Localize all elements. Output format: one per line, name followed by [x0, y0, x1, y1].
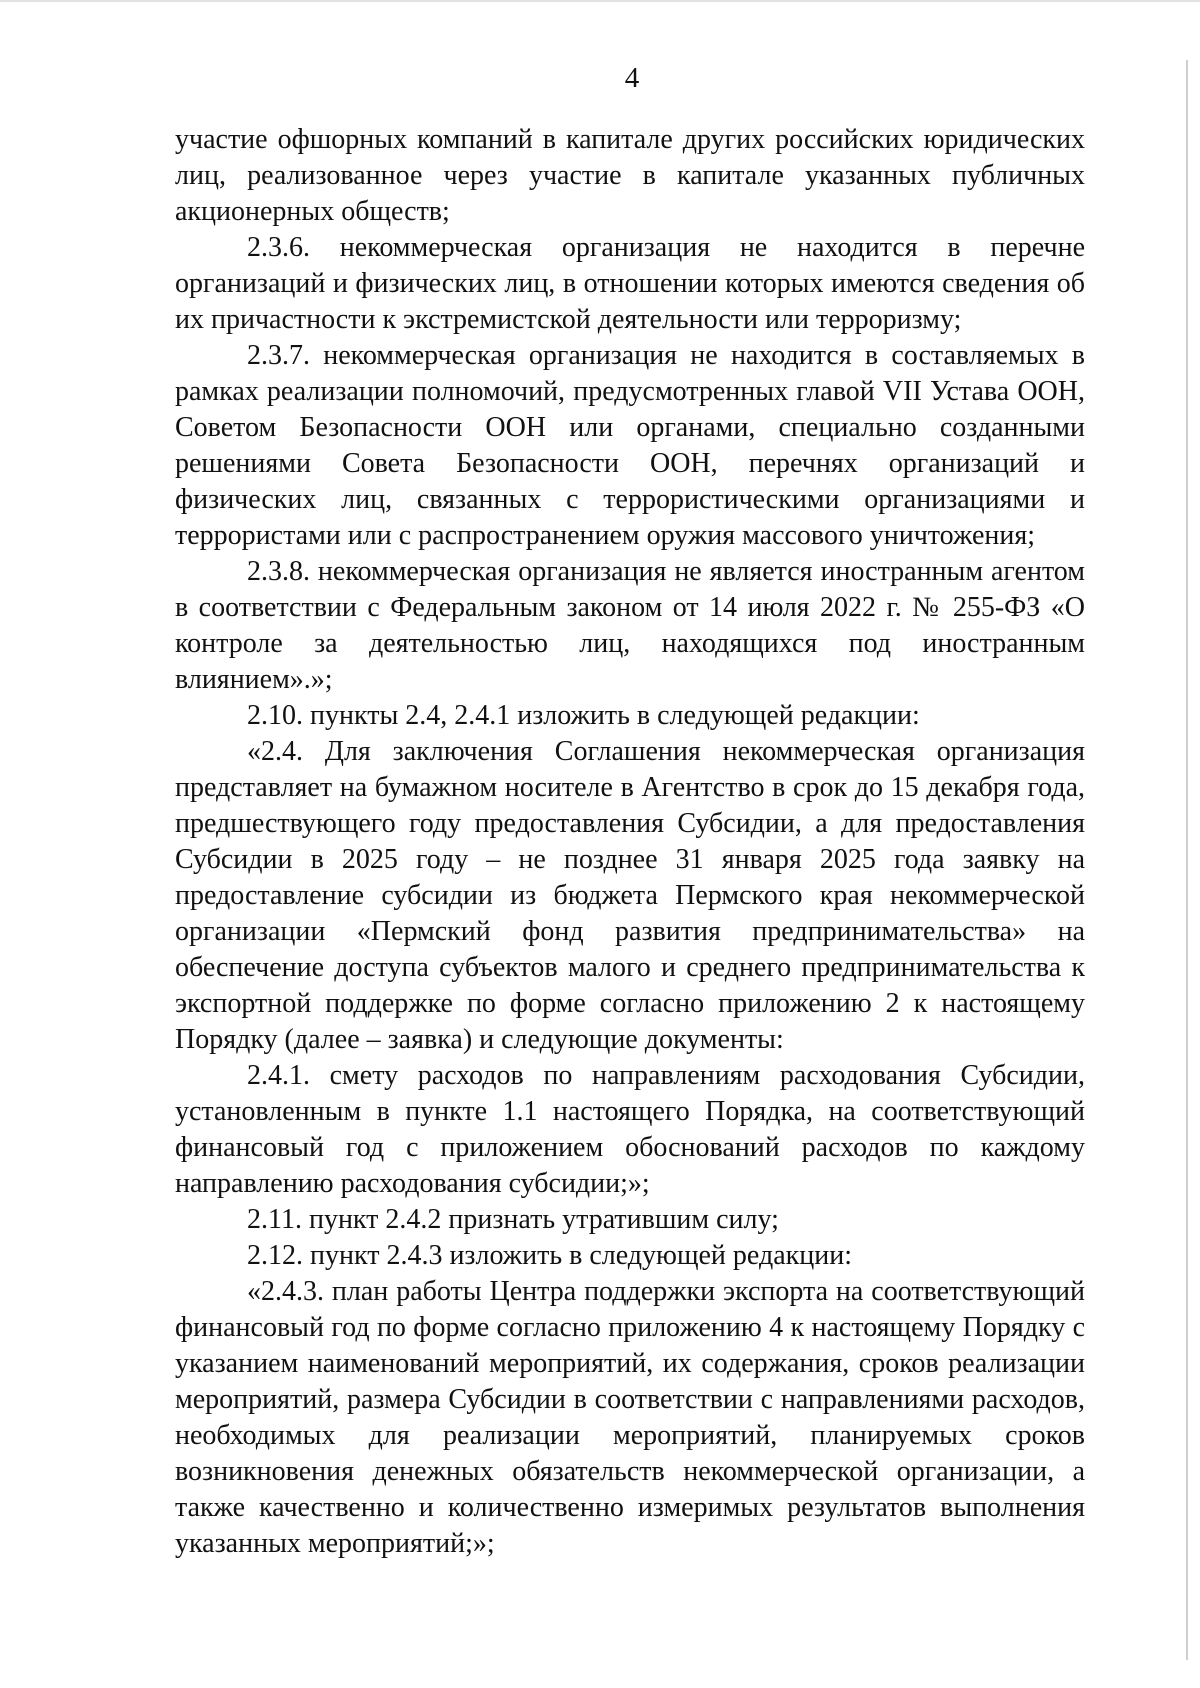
paragraph-2-12: 2.12. пункт 2.4.3 изложить в следующей редакции: [247, 1240, 852, 1271]
paragraph-2-10: 2.10. пункты 2.4, 2.4.1 изложить в следующей редакции: [247, 700, 920, 731]
paragraph-continuation: участие офшорных компаний в капитале других российских юридических лиц, реализованное через участие в капитале указанных публичных акционерных обществ; [175, 124, 1085, 227]
scan-edge-top [0, 0, 1200, 2]
paragraph-2-4-1: 2.4.1. смету расходов по направлениям расходования Субсидии, установленным в пункте 1.1 настоящего Порядка, на соответствующий финансовый год с приложением обоснований расходов по каждому направлению расходования субсидии;»; [175, 1060, 1085, 1199]
page-number: 4 [624, 62, 640, 94]
paragraph-2-3-6: 2.3.6. некоммерческая организация не находится в перечне организаций и физических лиц, в отношении которых имеются сведения об их причастности к экстремистской деятельности или терроризму; [175, 232, 1085, 335]
document-body [175, 122, 1085, 1562]
paragraph-2-4: «2.4. Для заключения Соглашения некоммерческая организация представляет на бумажном носителе в Агентство в срок до 15 декабря года, предшествующего году предоставления Субсидии, а для предоставления Субсидии в 2025 году – не позднее 31 января 2025 года заявку на предоставление субсидии из бюджета Пермского края некоммерческой организации «Пермский фонд развития предпринимательства» на обеспечение доступа субъектов малого и среднего предпринимательства к экспортной поддержке по форме согласно приложению 2 к настоящему Порядку (далее – заявка) и следующие документы: [175, 736, 1085, 1055]
paragraph-2-11: 2.11. пункт 2.4.2 признать утратившим силу; [247, 1204, 779, 1235]
paragraph-2-4-3: «2.4.3. план работы Центра поддержки экспорта на соответствующий финансовый год по форме согласно приложению 4 к настоящему Порядку с указанием наименований мероприятий, их содержания, сроков реализации мероприятий, размера Субсидии в соответствии с направлениями расходов, необходимых для реализации мероприятий, планируемых сроков возникновения денежных обязательств некоммерческой организации, а также качественно и количественно измеримых результатов выполнения указанных мероприятий;»; [175, 1276, 1085, 1559]
paragraph-2-3-7: 2.3.7. некоммерческая организация не находится в составляемых в рамках реализации полномочий, предусмотренных главой VII Устава ООН, Советом Безопасности ООН или органами, специально созданными решениями Совета Безопасности ООН, перечнях организаций и физических лиц, связанных с террористическими организациями и террористами или с распространением оружия массового уничтожения; [175, 340, 1085, 551]
scan-edge-right [1186, 60, 1188, 1660]
paragraph-2-3-8: 2.3.8. некоммерческая организация не является иностранным агентом в соответствии с Федеральным законом от 14 июля 2022 г. № 255-ФЗ «О контроле за деятельностью лиц, находящихся под иностранным влиянием».»; [175, 556, 1085, 695]
